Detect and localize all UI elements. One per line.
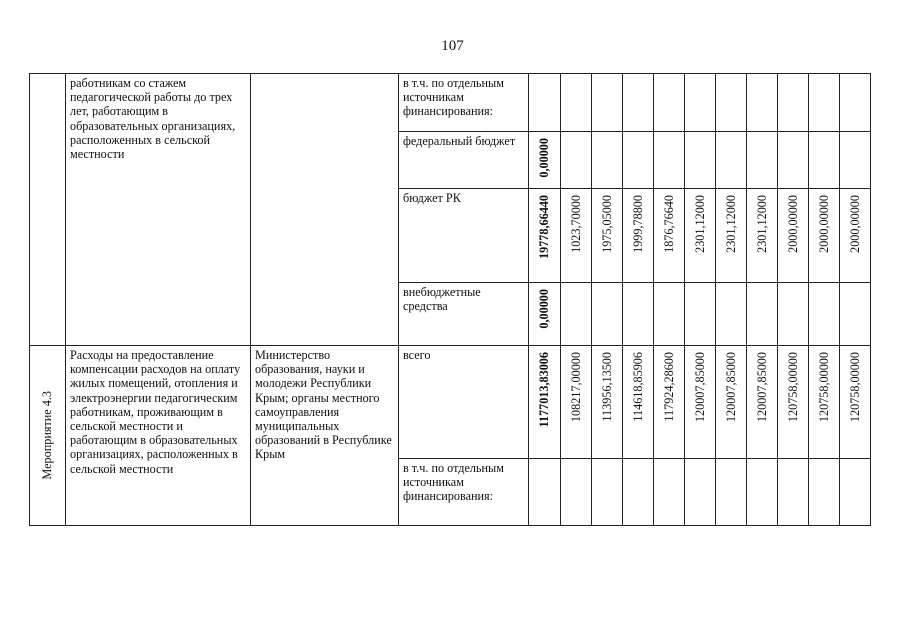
value-cell: 120758,00000: [809, 346, 840, 459]
executor-cell: Министерство образования, науки и молодежи Республики Крым; органы местного самоуправления муниципальных образований в Республике Крым: [251, 346, 399, 526]
value-cell: [561, 74, 592, 132]
value-cell: [809, 74, 840, 132]
budget-table: [29, 73, 871, 526]
value-cell: 120007,85000: [685, 346, 716, 459]
value-cell: 120007,85000: [716, 346, 747, 459]
value-cell: [716, 459, 747, 526]
value-cell: 120758,00000: [840, 346, 871, 459]
value-cell: 2000,00000: [809, 189, 840, 283]
value-cell: [809, 132, 840, 189]
value-cell: 1876,76640: [654, 189, 685, 283]
event-label-cell: Мероприятие 4.3: [30, 346, 66, 526]
value-cell: [685, 132, 716, 189]
value-cell: [561, 283, 592, 346]
value-cell: [592, 283, 623, 346]
value-cell: [623, 283, 654, 346]
value-cell: [840, 283, 871, 346]
value-cell: [561, 132, 592, 189]
value-cell: [654, 283, 685, 346]
value-cell: [623, 74, 654, 132]
value-cell: [623, 459, 654, 526]
value-cell: [747, 283, 778, 346]
value-cell: 0,00000: [529, 132, 561, 189]
source-cell: внебюджетные средства: [399, 283, 529, 346]
value-cell: 114618,85906: [623, 346, 654, 459]
source-cell: федеральный бюджет: [399, 132, 529, 189]
value-cell: [592, 132, 623, 189]
value-cell: 117924,28600: [654, 346, 685, 459]
value-cell: [778, 283, 809, 346]
source-cell: всего: [399, 346, 529, 459]
value-cell: [747, 74, 778, 132]
value-cell: 0,00000: [529, 283, 561, 346]
source-cell: бюджет РК: [399, 189, 529, 283]
event-label-cell: [30, 74, 66, 346]
value-cell: [716, 74, 747, 132]
value-cell: 2000,00000: [840, 189, 871, 283]
value-cell: 1999,78800: [623, 189, 654, 283]
value-cell: 1975,05000: [592, 189, 623, 283]
value-cell: 19778,66440: [529, 189, 561, 283]
value-cell: 113956,13500: [592, 346, 623, 459]
value-cell: 120007,85000: [747, 346, 778, 459]
value-cell: [529, 459, 561, 526]
value-cell: 2301,12000: [747, 189, 778, 283]
value-cell: 108217,00000: [561, 346, 592, 459]
value-cell: 2301,12000: [685, 189, 716, 283]
table-row: [30, 74, 871, 132]
source-cell: в т.ч. по отдельным источникам финансирования:: [399, 459, 529, 526]
value-cell: [654, 132, 685, 189]
value-cell: 2000,00000: [778, 189, 809, 283]
value-cell: [654, 459, 685, 526]
description-cell: работникам со стажем педагогической работы до трех лет, работающим в образовательных организациях, расположенных в сельской местности: [66, 74, 251, 346]
value-cell: [623, 132, 654, 189]
table-row: [30, 346, 871, 459]
value-cell: 2301,12000: [716, 189, 747, 283]
value-cell: [840, 459, 871, 526]
value-cell: [592, 459, 623, 526]
value-cell: [809, 459, 840, 526]
description-cell: Расходы на предоставление компенсации расходов на оплату жилых помещений, отопления и электроэнергии педагогическим работникам, проживающим в сельской местности и работающим в образовательных организациях, расположенных в сельской местности: [66, 346, 251, 526]
value-cell: [778, 74, 809, 132]
value-cell: [840, 132, 871, 189]
value-cell: [778, 459, 809, 526]
value-cell: [747, 459, 778, 526]
page-number: 107: [441, 38, 464, 54]
value-cell: [529, 74, 561, 132]
value-cell: [685, 283, 716, 346]
value-cell: [840, 74, 871, 132]
executor-cell: [251, 74, 399, 346]
source-cell: в т.ч. по отдельным источникам финансирования:: [399, 74, 529, 132]
value-cell: [716, 132, 747, 189]
value-cell: [592, 74, 623, 132]
value-cell: [747, 132, 778, 189]
value-cell: [809, 283, 840, 346]
value-cell: 120758,00000: [778, 346, 809, 459]
value-cell: [685, 459, 716, 526]
value-cell: 1177013,83006: [529, 346, 561, 459]
value-cell: [716, 283, 747, 346]
value-cell: [685, 74, 716, 132]
value-cell: 1023,70000: [561, 189, 592, 283]
value-cell: [561, 459, 592, 526]
value-cell: [654, 74, 685, 132]
value-cell: [778, 132, 809, 189]
